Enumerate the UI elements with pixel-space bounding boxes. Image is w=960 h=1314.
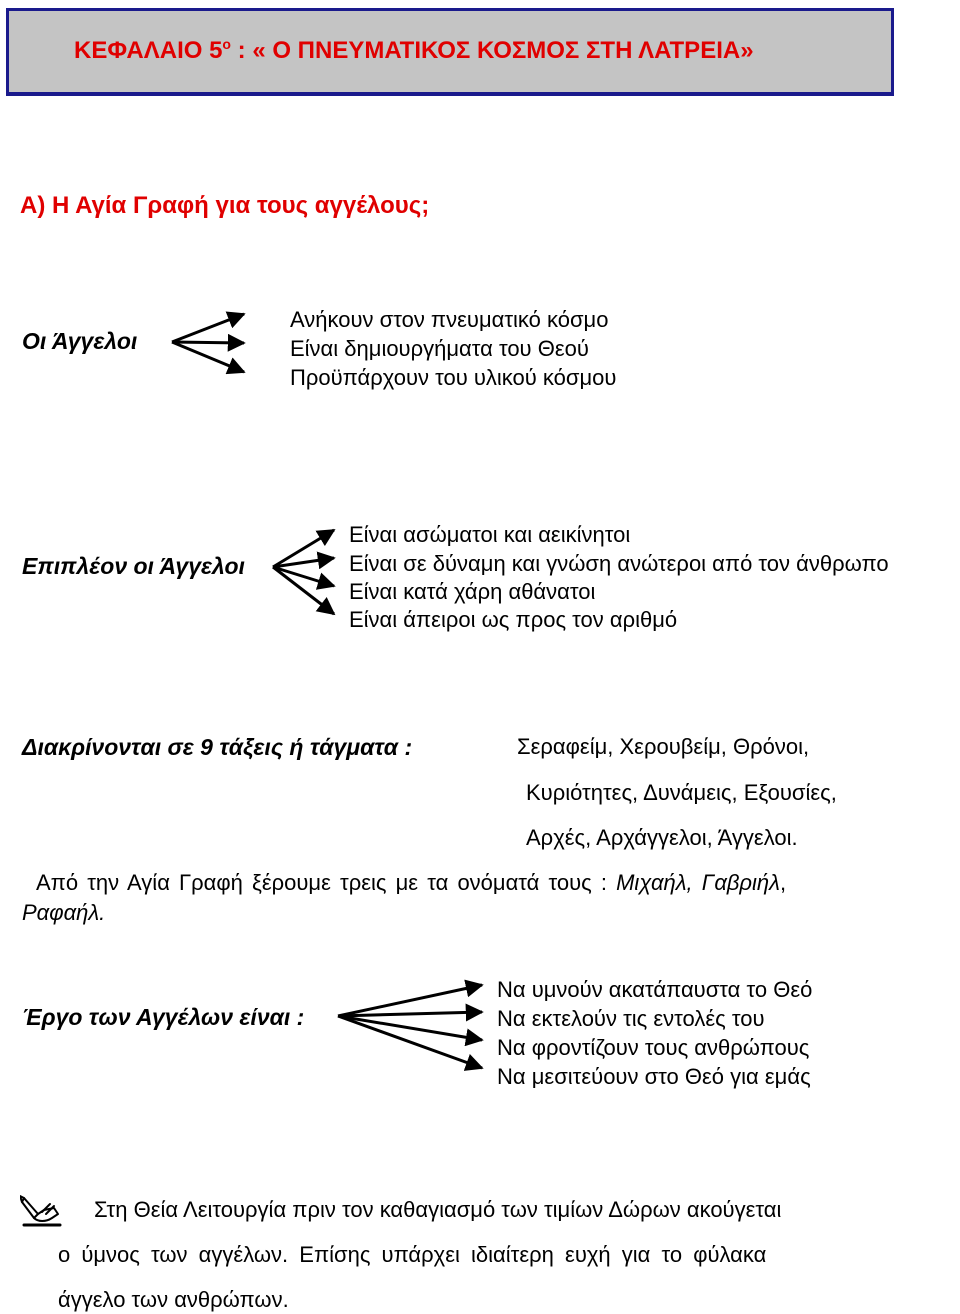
arrow-line — [172, 342, 244, 372]
angels-more-property: Είναι σε δύναμη και γνώση ανώτεροι από τον άνθρωπο — [349, 551, 889, 576]
names-paragraph-line1: Από την Αγία Γραφή ξέρουμε τρεις με τα ονόματά τους : Μιχαήλ, Γαβριήλ, — [36, 870, 787, 895]
angels-work-label: Έργο των Αγγέλων είναι : — [22, 1004, 305, 1030]
angels-property: Προϋπάρχουν του υλικού κόσμου — [290, 365, 617, 390]
note-line1: Στη Θεία Λειτουργία πριν τον καθαγιασμό των τιμίων Δώρων ακούγεται — [94, 1197, 782, 1222]
arrow-line — [172, 342, 244, 343]
angels-more-property: Είναι άπειροι ως προς τον αριθμό — [349, 607, 678, 632]
angels-work-item: Να μεσιτεύουν στο Θεό για εμάς — [497, 1064, 811, 1089]
orders-line: Κυριότητες, Δυνάμεις, Εξουσίες, — [526, 780, 837, 805]
arrow-line — [273, 567, 334, 586]
arrow-line — [338, 1016, 482, 1040]
angels-work-item: Να εκτελούν τις εντολές του — [497, 1006, 765, 1031]
names-paragraph-line2: Ραφαήλ. — [22, 900, 106, 925]
angels-more-label: Επιπλέον οι Άγγελοι — [22, 553, 245, 579]
chapter-title: ΚΕΦΑΛΑΙΟ $5^o$ : « Ο ΠΝΕΥΜΑΤΙΚΟΣ ΚΟΣΜΟΣ ΣΤΗ ΛΑΤΡΕΙΑ» — [74, 36, 754, 64]
orders-line: Αρχές, Αρχάγγελοι, Άγγελοι. — [526, 825, 798, 850]
angels-more-property: Είναι κατά χάρη αθάνατοι — [349, 579, 596, 604]
angels-property: Ανήκουν στον πνευματικό κόσμο — [290, 307, 609, 332]
angels-more-property: Είναι ασώματοι και αεικίνητοι — [349, 522, 631, 547]
note-line3: άγγελο των ανθρώπων. — [58, 1287, 289, 1312]
arrow-line — [273, 567, 334, 614]
orders-line: Σεραφείμ, Χερουβείμ, Θρόνοι, — [517, 734, 810, 759]
arrow-line — [338, 1016, 482, 1068]
angels-work-item: Να υμνούν ακατάπαυστα το Θεό — [497, 977, 813, 1002]
angels-property: Είναι δημιουργήματα του Θεού — [290, 336, 589, 361]
orders-label: Διακρίνονται σε 9 τάξεις ή τάγματα : — [22, 734, 413, 760]
note-line2: ο ύμνος των αγγέλων. Επίσης υπάρχει ιδιαίτερη ευχή για το φύλακα — [58, 1242, 767, 1267]
pen-hand-icon — [20, 1192, 62, 1228]
arrow-line — [172, 314, 244, 342]
angels-work-item: Να φροντίζουν τους ανθρώπους — [497, 1035, 810, 1060]
archangel-names: Μιχαήλ, Γαβριήλ — [616, 870, 780, 895]
angels-label: Οι Άγγελοι — [22, 328, 138, 354]
section-a-heading: Α) Η Αγία Γραφή για τους αγγέλους; — [20, 192, 430, 219]
